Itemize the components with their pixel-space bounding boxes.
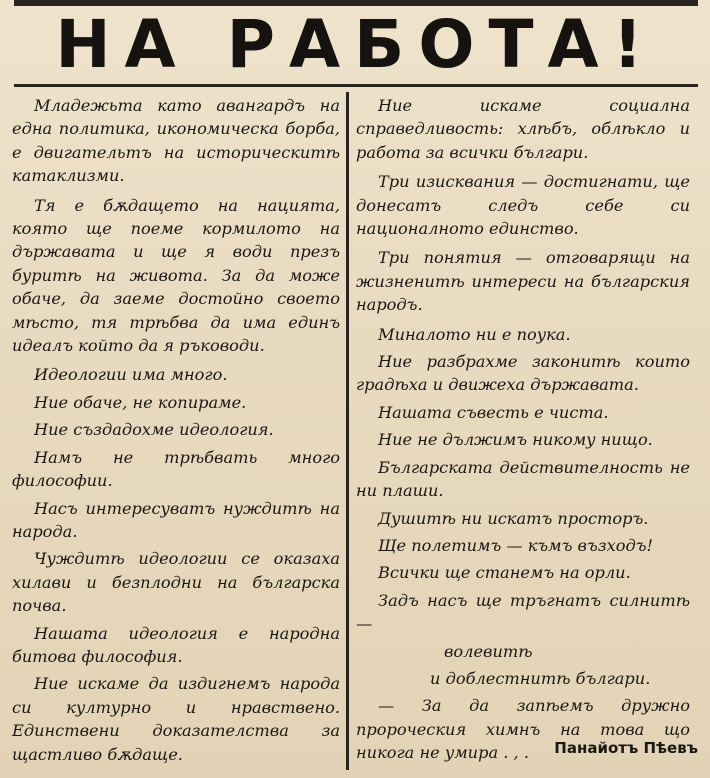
paragraph: Миналото ни е поука. [378, 324, 571, 344]
paragraph: Намъ не трѣбвать много философии. [12, 447, 340, 491]
paragraph: Ние не дължимъ никому нищо. [378, 430, 653, 450]
paragraph: Душитѣ ни искатъ просторъ. [378, 508, 649, 528]
paragraph: Ние искаме да издигнемъ народа си културно и нравствено. Единствени доказателства за щастливо бѫдаще. [12, 674, 340, 764]
paragraph: Българската действителность не ни плаши. [356, 457, 690, 501]
paragraph: Нашата съвесть е чиста. [378, 402, 609, 422]
top-rule [14, 0, 698, 6]
paragraph: Всички ще станемъ на орли. [378, 563, 631, 583]
headline: НА РАБОТА! [55, 8, 657, 82]
paragraph: Ние създадохме идеология. [34, 420, 274, 440]
paragraph: Младежьта като авангардъ на една политика, икономическа борба, е двигательтъ на историческитѣ катаклизми. [12, 96, 340, 186]
headline-rule [14, 84, 698, 87]
paragraph: Ние обаче, не копираме. [34, 392, 247, 412]
paragraph: Ние искаме социална справедливость: хлѣбъ, облѣкло и работа за всички българи. [356, 96, 690, 162]
paragraph: Тя е бѫдащето на нацията, която ще поеме кормилото на държавата и ще я води презъ буритѣ на живота. За да може обаче, да заеме достойно своето мѣсто, тя трѣбва да има единъ идеалъ който да я ръководи. [12, 195, 340, 356]
author-signature: Панайотъ Пѣевъ [554, 739, 698, 757]
paragraph: Ние разбрахме законитѣ които градѣха и движеха държавата. [356, 352, 690, 395]
paragraph: Чуждитѣ идеологии се оказаха хилави и безплодни на българска почва. [12, 549, 340, 616]
paragraph: Ще полетимъ — къмъ възходъ! [378, 535, 653, 555]
paragraph: Три понятия — отговарящи на жизненитѣ интереси на българския народъ. [356, 248, 690, 315]
paragraph: волевитѣ [444, 641, 533, 661]
paragraph: — За да запѣемъ дружно пророческия химнъ на това що никога не умира . , . [356, 696, 690, 763]
paragraph: Идеологии има много. [34, 365, 228, 385]
paragraph: Задъ насъ ще тръгнатъ силнитѣ — [356, 590, 690, 634]
right-column [356, 94, 690, 769]
left-column [12, 94, 340, 770]
paragraph: и доблестнитѣ българи. [430, 668, 651, 688]
paragraph: Насъ интересуватъ нуждитѣ на народа. [12, 498, 340, 541]
column-divider [346, 92, 349, 770]
paragraph: Нашата идеология е народна битова философия. [12, 623, 340, 666]
paragraph: Три изисквания — достигнати, ще донесатъ следъ себе си националното единство. [356, 172, 690, 239]
